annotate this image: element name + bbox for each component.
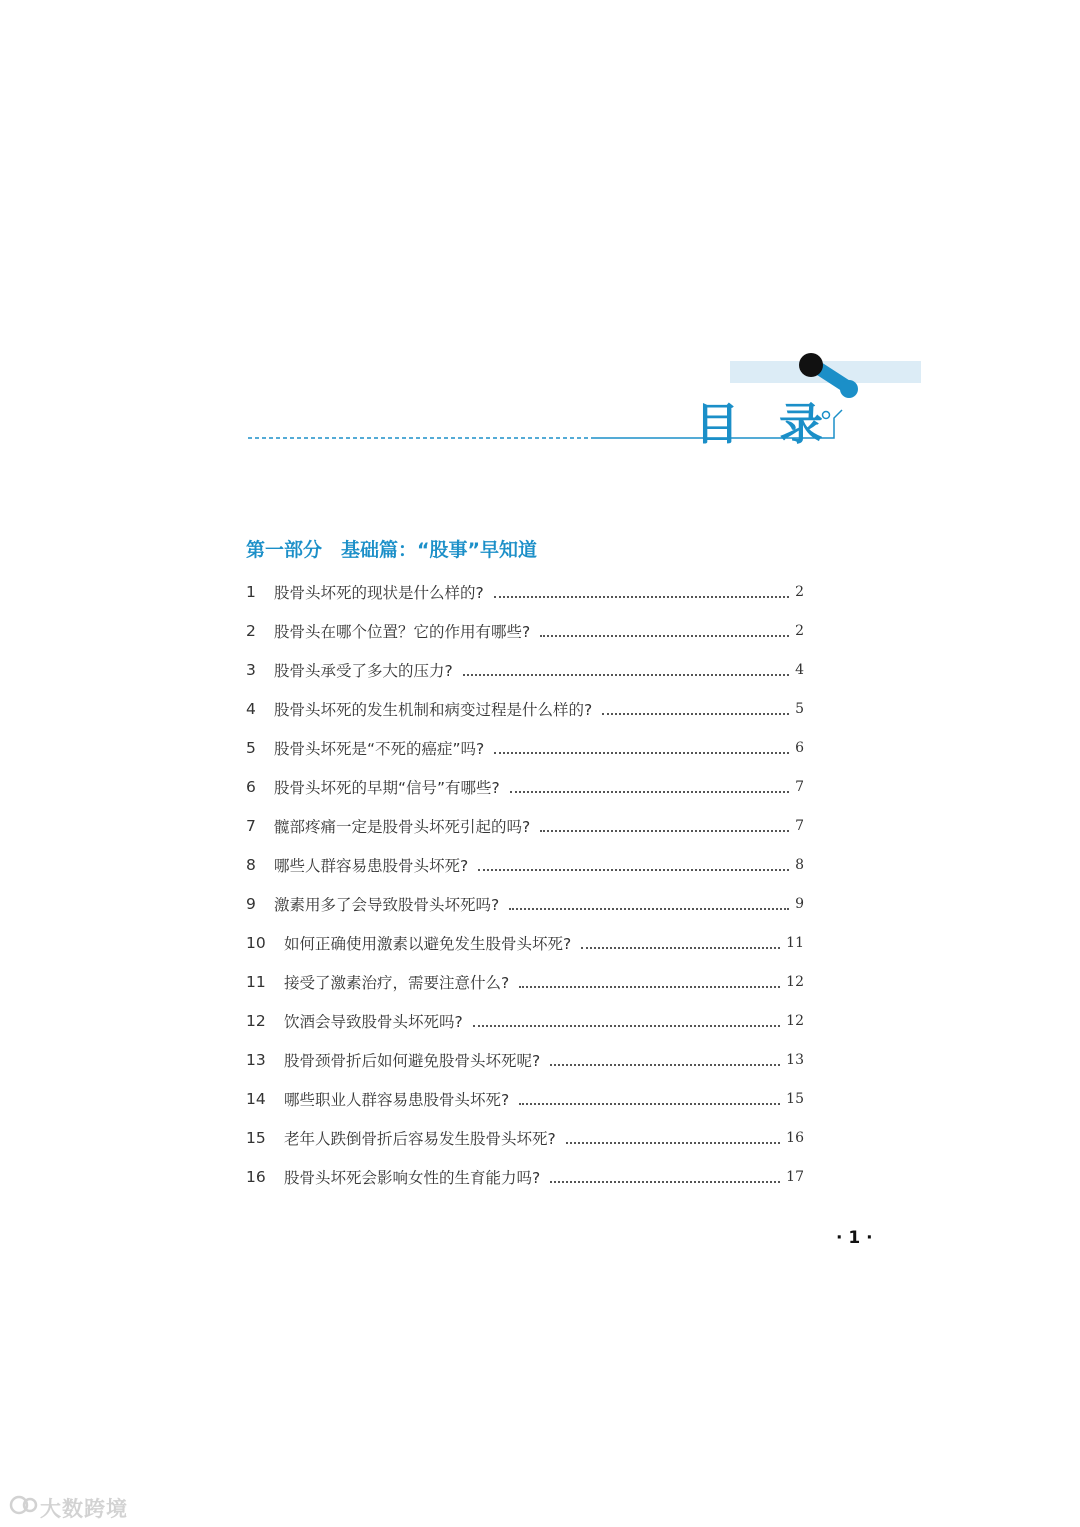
toc-page-number: 9: [795, 895, 804, 912]
toc-leader-dots: [540, 635, 789, 637]
toc-number: 7: [246, 816, 256, 835]
toc-row[interactable]: [246, 1118, 804, 1157]
toc-page-number: 17: [786, 1168, 804, 1185]
toc-page-number: 6: [795, 739, 804, 756]
toc-number: 14: [246, 1089, 266, 1108]
toc-row[interactable]: [246, 806, 804, 845]
toc-title: 如何正确使用激素以避免发生股骨头坏死?: [284, 934, 572, 953]
toc-leader-dots: [463, 674, 789, 676]
toc-row[interactable]: [246, 611, 804, 650]
toc-row[interactable]: [246, 884, 804, 923]
footer-page-number: · 1 ·: [836, 1228, 873, 1248]
toc-leader-dots: [494, 752, 789, 754]
toc-row[interactable]: [246, 572, 804, 611]
toc-title: 接受了激素治疗，需要注意什么?: [284, 973, 510, 992]
toc-title: 哪些职业人群容易患股骨头坏死?: [284, 1090, 510, 1109]
toc-title: 股骨头在哪个位置？它的作用有哪些?: [274, 622, 531, 641]
toc-number: 6: [246, 777, 256, 796]
toc-title: 髋部疼痛一定是股骨头坏死引起的吗?: [274, 817, 531, 836]
toc-row[interactable]: [246, 650, 804, 689]
toc-leader-dots: [550, 1064, 780, 1066]
toc-number: 12: [246, 1011, 266, 1030]
toc-page-number: 12: [786, 973, 804, 990]
section-title: 第一部分 基础篇：“股事”早知道: [246, 539, 537, 561]
toc-leader-dots: [566, 1142, 780, 1144]
toc-leader-dots: [494, 596, 789, 598]
toc-title: 老年人跌倒骨折后容易发生股骨头坏死?: [284, 1129, 556, 1148]
toc-number: 9: [246, 894, 256, 913]
toc-leader-dots: [602, 713, 789, 715]
toc-page-number: 2: [795, 622, 804, 639]
toc-leader-dots: [510, 791, 789, 793]
toc-list: [246, 572, 804, 1196]
toc-row[interactable]: [246, 962, 804, 1001]
toc-row[interactable]: [246, 1001, 804, 1040]
toc-row[interactable]: [246, 923, 804, 962]
toc-title: 股骨头坏死的现状是什么样的?: [274, 583, 484, 602]
toc-row[interactable]: [246, 1079, 804, 1118]
double-circle-logo-icon: [8, 1492, 40, 1518]
toc-page-number: 15: [786, 1090, 804, 1107]
toc-title: 激素用多了会导致股骨头坏死吗?: [274, 895, 500, 914]
toc-leader-dots: [473, 1025, 780, 1027]
toc-leader-dots: [519, 986, 780, 988]
toc-page-number: 2: [795, 583, 804, 600]
toc-number: 15: [246, 1128, 266, 1147]
toc-number: 5: [246, 738, 256, 757]
toc-number: 13: [246, 1050, 266, 1069]
toc-page-number: 16: [786, 1129, 804, 1146]
toc-number: 2: [246, 621, 256, 640]
toc-number: 11: [246, 972, 266, 991]
toc-page-number: 5: [795, 700, 804, 717]
toc-title: 股骨颈骨折后如何避免股骨头坏死呢?: [284, 1051, 541, 1070]
toc-title: 股骨头坏死会影响女性的生育能力吗?: [284, 1168, 541, 1187]
toc-page-number: 4: [795, 661, 804, 678]
toc-leader-dots: [509, 908, 789, 910]
toc-number: 10: [246, 933, 266, 952]
toc-title: 股骨头坏死的发生机制和病变过程是什么样的?: [274, 700, 593, 719]
toc-leader-dots: [519, 1103, 780, 1105]
toc-number: 1: [246, 582, 256, 601]
toc-row[interactable]: [246, 1157, 804, 1196]
toc-title: 股骨头承受了多大的压力?: [274, 661, 453, 680]
toc-number: 8: [246, 855, 256, 874]
toc-number: 16: [246, 1167, 266, 1186]
toc-page-number: 12: [786, 1012, 804, 1029]
toc-leader-dots: [540, 830, 789, 832]
toc-row[interactable]: [246, 689, 804, 728]
toc-row[interactable]: [246, 728, 804, 767]
toc-page-number: 8: [795, 856, 804, 873]
toc-page-number: 7: [795, 778, 804, 795]
toc-title: 饮酒会导致股骨头坏死吗?: [284, 1012, 463, 1031]
toc-page-number: 13: [786, 1051, 804, 1068]
toc-row[interactable]: [246, 845, 804, 884]
toc-number: 4: [246, 699, 256, 718]
toc-page-number: 7: [795, 817, 804, 834]
toc-row[interactable]: [246, 1040, 804, 1079]
toc-number: 3: [246, 660, 256, 679]
toc-leader-dots: [581, 947, 780, 949]
toc-leader-dots: [550, 1181, 780, 1183]
toc-leader-dots: [478, 869, 789, 871]
toc-title: 股骨头坏死的早期“信号”有哪些?: [274, 778, 500, 797]
toc-row[interactable]: [246, 767, 804, 806]
toc-page-number: 11: [786, 934, 804, 951]
watermark-text: 大数跨境: [40, 1497, 128, 1521]
toc-title: 股骨头坏死是“不死的癌症”吗?: [274, 739, 485, 758]
toc-title: 哪些人群容易患股骨头坏死?: [274, 856, 469, 875]
header-black-dot-icon: [799, 353, 823, 377]
page-title: 目录: [695, 399, 863, 450]
